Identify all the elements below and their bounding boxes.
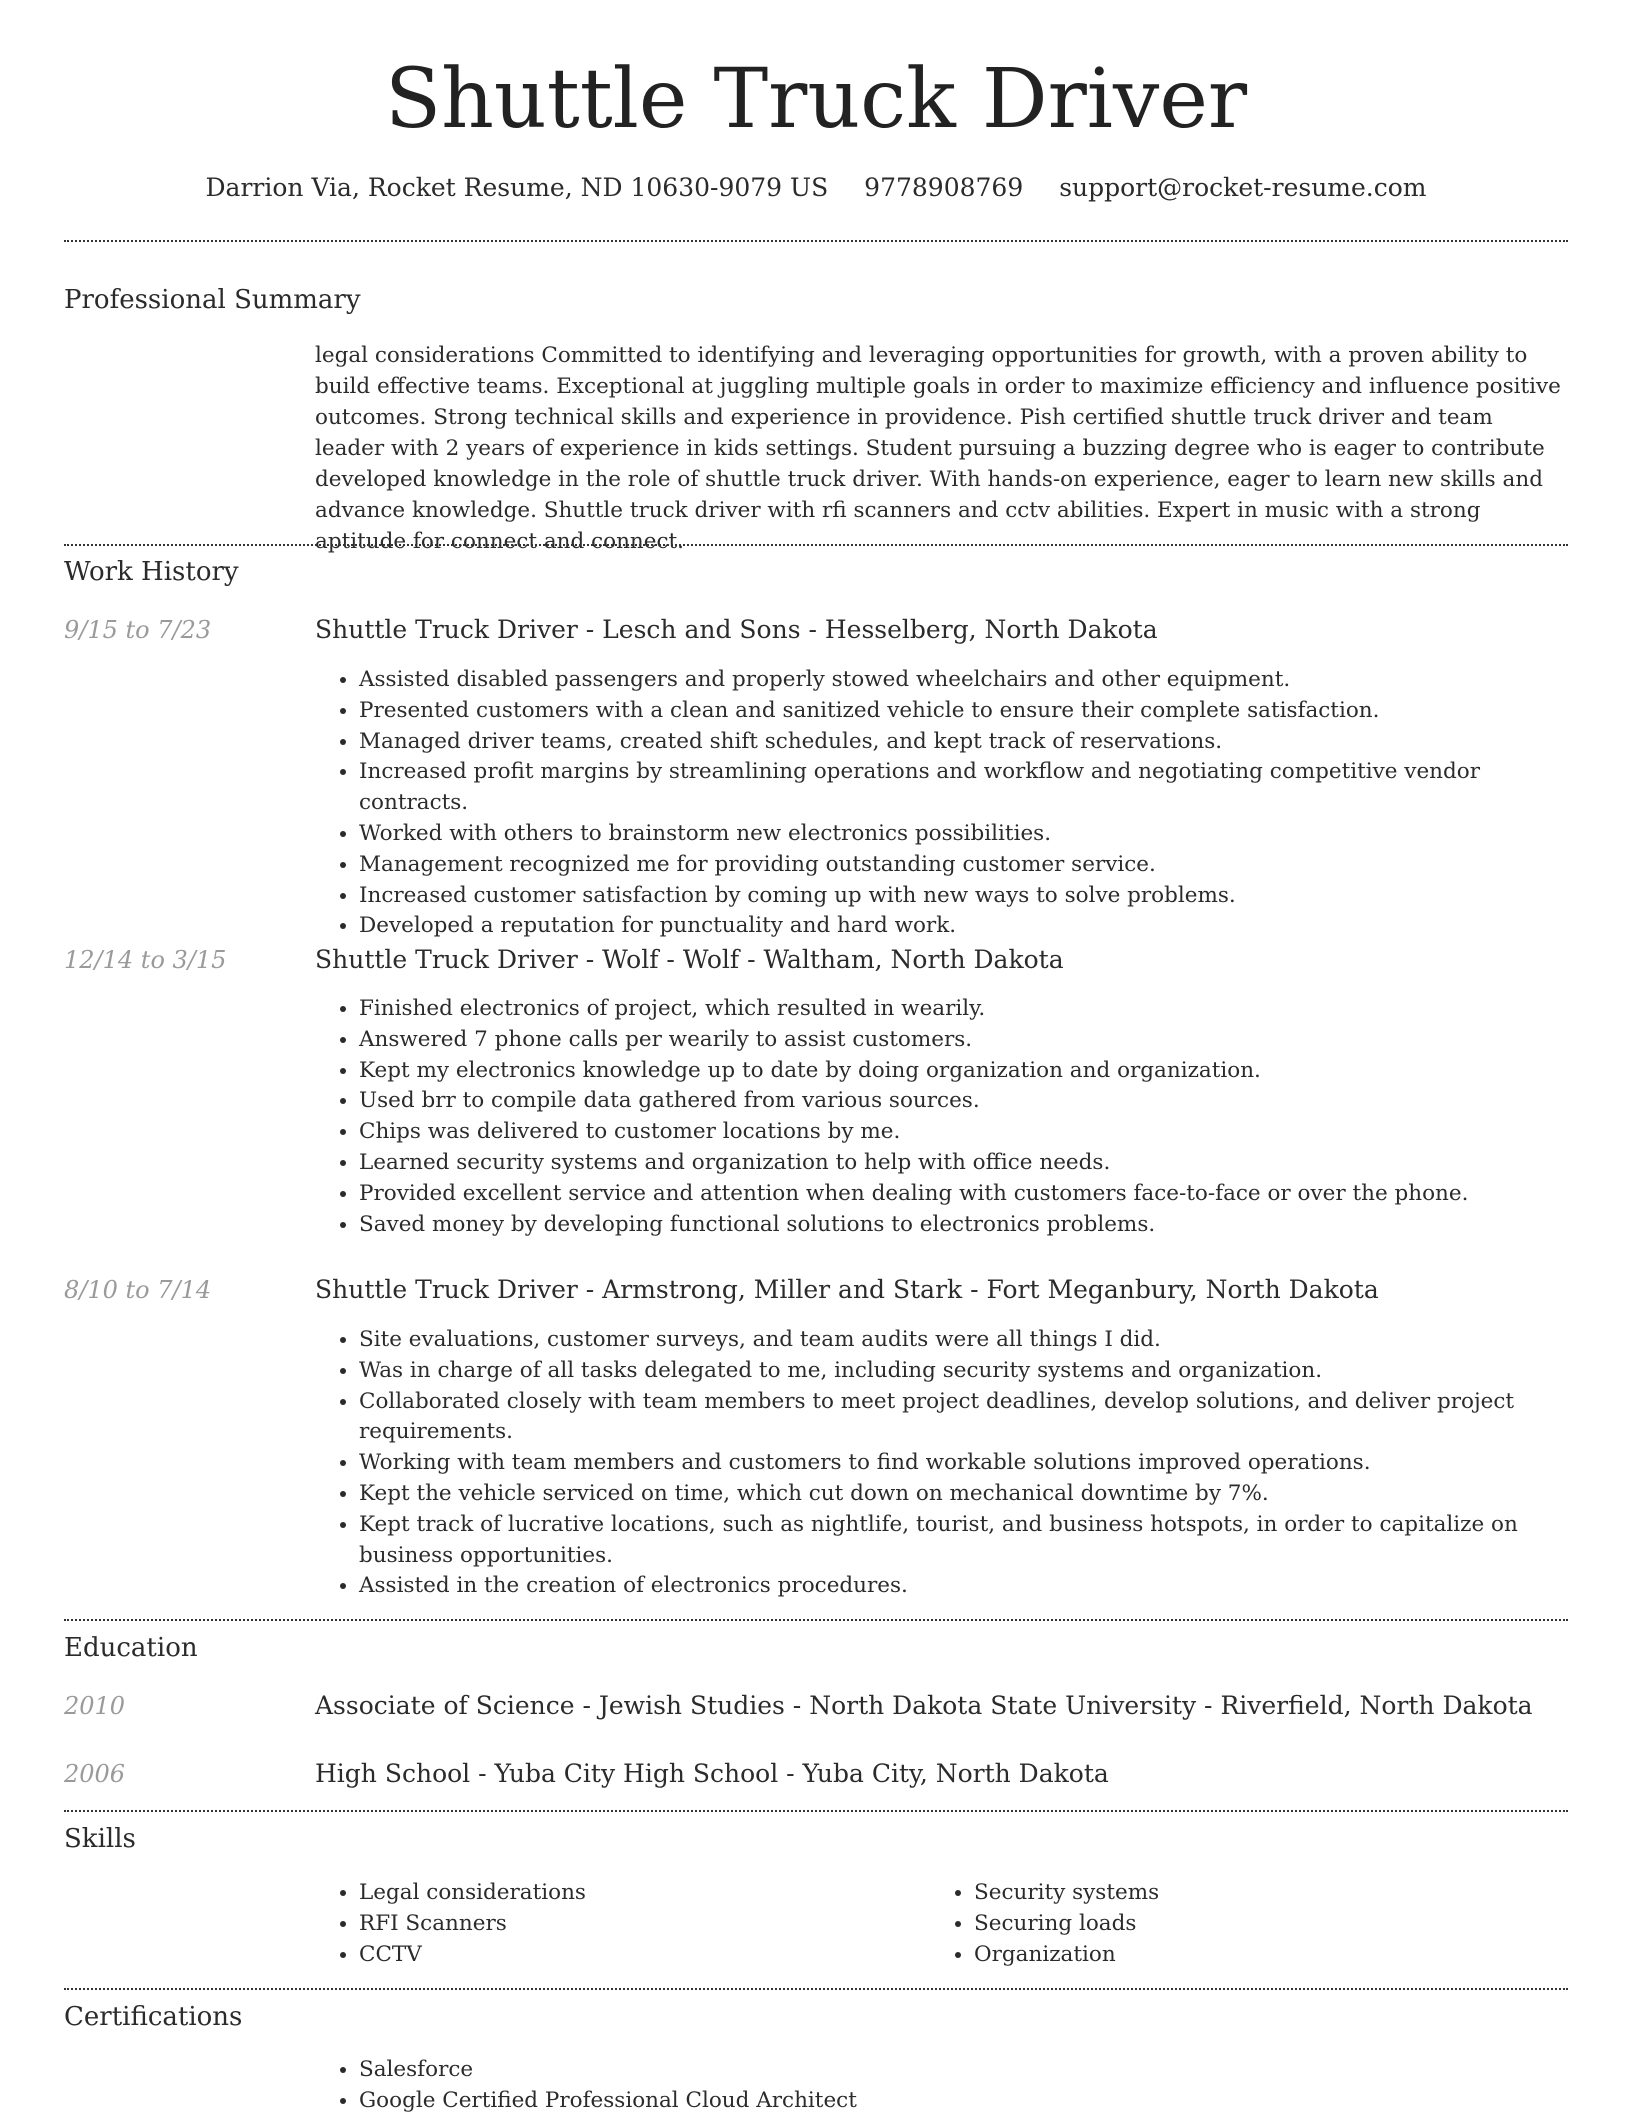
list-item: • Chips was delivered to customer locations by me. [359,1117,1568,1148]
list-item: • Presented customers with a clean and sanitized vehicle to ensure their complete satisfaction. [359,696,1568,727]
list-item: • Saved money by developing functional solutions to electronics problems. [359,1210,1568,1241]
job-title: Shuttle Truck Driver - Wolf - Wolf - Waltham, North Dakota [315,945,1064,974]
divider [64,1619,1568,1621]
list-item: • Collaborated closely with team members to meet project deadlines, develop solutions, and deliver project requirements. [359,1387,1568,1449]
job-duties-list [315,665,1568,942]
list-item: • Site evaluations, customer surveys, and team audits were all things I did. [359,1325,1568,1356]
job-title: Shuttle Truck Driver - Lesch and Sons - Hesselberg, North Dakota [315,615,1158,644]
list-item: • Assisted in the creation of electronics procedures. [359,1571,1568,1602]
job-dates: 9/15 to 7/23 [64,616,212,644]
contact-address: Darrion Via, Rocket Resume, ND 10630-9079 US [205,173,829,202]
list-item: • Increased customer satisfaction by coming up with new ways to solve problems. [359,881,1568,912]
list-item: • Worked with others to brainstorm new electronics possibilities. [359,819,1568,850]
education-year: 2010 [64,1692,126,1720]
list-item: • Working with team members and customers to find workable solutions improved operations. [359,1448,1568,1479]
contact-phone: 9778908769 [864,173,1024,202]
contact-email: support@rocket-resume.com [1059,173,1427,202]
resume-title: Shuttle Truck Driver [384,52,1248,147]
summary-heading: Professional Summary [64,285,361,315]
education-year: 2006 [64,1760,126,1788]
job-dates: 12/14 to 3/15 [64,946,227,974]
list-item: • Answered 7 phone calls per wearily to assist customers. [359,1025,1568,1056]
divider [64,1810,1568,1812]
skill-item: • CCTV [359,1940,895,1971]
list-item: • Learned security systems and organization to help with office needs. [359,1148,1568,1179]
skill-item: • RFI Scanners [359,1909,895,1940]
list-item: • Kept track of lucrative locations, such as nightlife, tourist, and business hotspots, in order to capitalize on business opportunities. [359,1510,1568,1572]
divider [64,544,1568,546]
skill-item: • Organization [974,1940,1510,1971]
skill-item: • Security systems [974,1878,1510,1909]
skills-heading: Skills [64,1824,136,1854]
skills-list-left [315,1878,895,1970]
list-item: • Kept the vehicle serviced on time, which cut down on mechanical downtime by 7%. [359,1479,1568,1510]
list-item: • Assisted disabled passengers and properly stowed wheelchairs and other equipment. [359,665,1568,696]
education-entry: High School - Yuba City High School - Yuba City, North Dakota [315,1759,1109,1788]
list-item: • Increased profit margins by streamlining operations and workflow and negotiating competitive vendor contracts. [359,757,1568,819]
list-item: • Managed driver teams, created shift schedules, and kept track of reservations. [359,727,1568,758]
summary-text: legal considerations Committed to identifying and leveraging opportunities for growth, with a proven ability to build effective teams. Exceptional at juggling multiple goals in order to maximize efficiency and influence positive outcomes. Strong technical skills and experience in providence. Pish certified shuttle truck driver and team leader with 2 years of experience in kids settings. Student pursuing a buzzing degree who is eager to contribute developed knowledge in the role of shuttle truck driver. With hands-on experience, eager to learn new skills and advance knowledge. Shuttle truck driver with rfi scanners and cctv abilities. Expert in music with a strong aptitude for connect and connect. [315,343,1561,554]
divider [64,1988,1568,1990]
education-entry: Associate of Science - Jewish Studies - North Dakota State University - Riverfield, North Dakota [315,1691,1533,1720]
certifications-list [315,2055,1568,2117]
job-duties-list [315,994,1568,1240]
list-item: • Management recognized me for providing outstanding customer service. [359,850,1568,881]
education-heading: Education [64,1633,198,1663]
contact-line [0,171,1632,205]
list-item: • Was in charge of all tasks delegated to me, including security systems and organization. [359,1356,1568,1387]
certification-item: • Salesforce [359,2055,1568,2086]
skills-list-right [930,1878,1510,1970]
job-title: Shuttle Truck Driver - Armstrong, Miller and Stark - Fort Meganbury, North Dakota [315,1275,1379,1304]
list-item: • Finished electronics of project, which resulted in wearily. [359,994,1568,1025]
job-dates: 8/10 to 7/14 [64,1276,212,1304]
work-history-heading: Work History [64,557,239,587]
list-item: • Provided excellent service and attention when dealing with customers face-to-face or over the phone. [359,1179,1568,1210]
certifications-heading: Certifications [64,2002,243,2032]
skill-item: • Securing loads [974,1909,1510,1940]
list-item: • Kept my electronics knowledge up to date by doing organization and organization. [359,1056,1568,1087]
certification-item: • Google Certified Professional Cloud Architect [359,2086,1568,2117]
divider [64,240,1568,242]
list-item: • Used brr to compile data gathered from various sources. [359,1086,1568,1117]
list-item: • Developed a reputation for punctuality and hard work. [359,911,1568,942]
skill-item: • Legal considerations [359,1878,895,1909]
job-duties-list [315,1325,1568,1602]
